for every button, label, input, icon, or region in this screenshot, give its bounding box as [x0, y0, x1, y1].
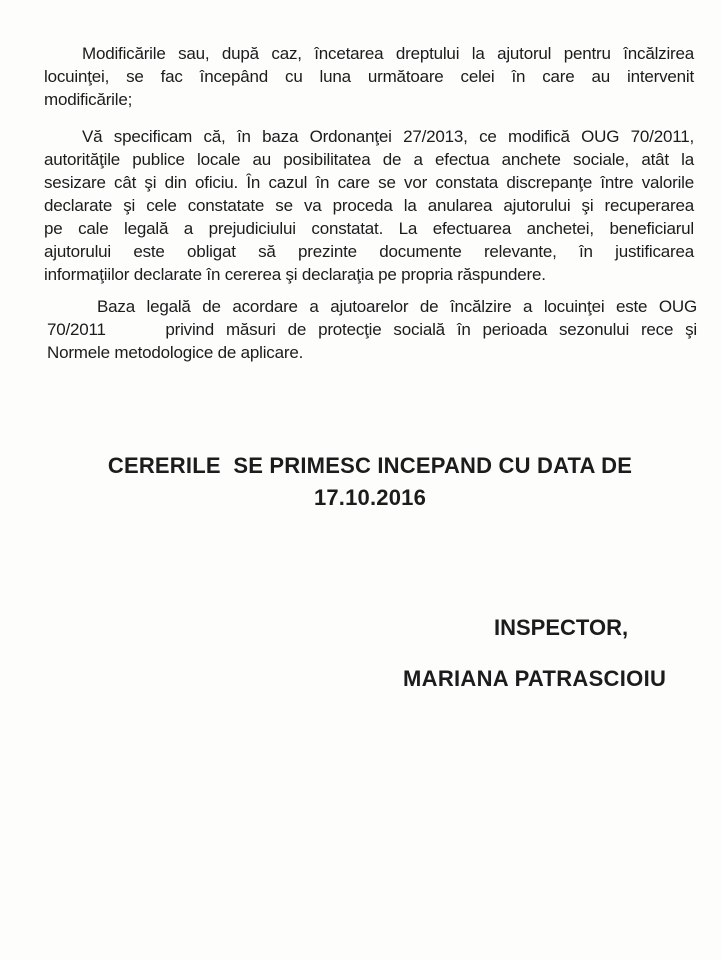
paragraph-line: informaţiilor declarate în cererea şi declaraţia pe propria răspundere.	[44, 265, 546, 284]
paragraph-line: ajutorului este obligat să prezinte documente relevante, în justificarea	[44, 242, 694, 261]
paragraph-social-inquiry	[44, 125, 694, 286]
application-start-notice	[40, 450, 700, 514]
notice-date: 17.10.2016	[313, 485, 427, 510]
paragraph-line: Baza legală de acordare a ajutoarelor de încălzire a locuinţei este OUG	[97, 297, 697, 316]
paragraph-line: declarate şi cele constatate se va proceda la anularea ajutorului şi recuperarea	[44, 196, 694, 215]
signature-name: MARIANA PATRASCIOIU	[403, 666, 667, 691]
paragraph-line: locuinţei, se fac începând cu luna următoare celei în care au intervenit	[44, 67, 694, 86]
paragraph-line: Normele metodologice de aplicare.	[47, 343, 304, 362]
signature-title: INSPECTOR,	[494, 615, 629, 640]
notice-line: CERERILE SE PRIMESC INCEPAND CU DATA DE	[107, 453, 633, 478]
paragraph-modifications	[44, 42, 694, 111]
paragraph-line: autorităţile publice locale au posibilitatea de a efectua anchete sociale, atât la	[44, 150, 694, 169]
paragraph-line: modificările;	[44, 90, 133, 109]
paragraph-line: pe cale legală a prejudiciului constatat. La efectuarea anchetei, beneficiarul	[44, 219, 694, 238]
paragraph-legal-basis	[47, 295, 697, 364]
paragraph-line: Modificările sau, după caz, încetarea dreptului la ajutorul pentru încălzirea	[82, 44, 694, 63]
paragraph-line: sesizare cât şi din oficiu. În cazul în care se vor constata discrepanţe între valorile	[44, 173, 694, 192]
paragraph-line: Vă specificam că, în baza Ordonanţei 27/2013, ce modifică OUG 70/2011,	[82, 127, 694, 146]
paragraph-line: 70/2011 privind măsuri de protecţie socială în perioada sezonului rece şi	[47, 320, 697, 339]
